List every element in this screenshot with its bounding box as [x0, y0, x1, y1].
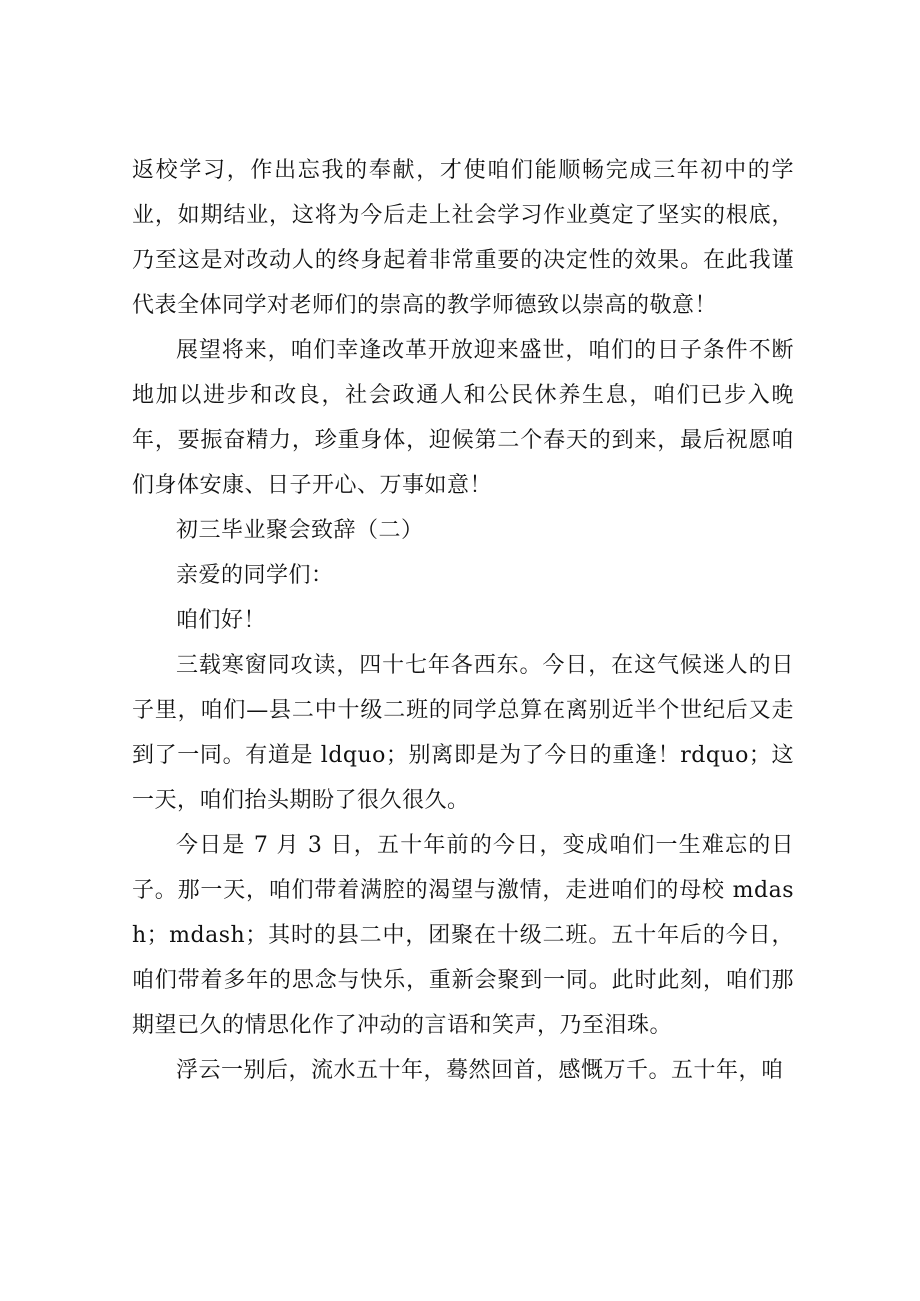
paragraph-1: 返校学习，作出忘我的奉献，才使咱们能顺畅完成三年初中的学业，如期结业，这将为今后走上社会学习作业奠定了坚实的根底，乃至这是对改动人的终身起着非常重要的决定性的效果。在此我谨代表全体同学对老师们的崇高的教学师德致以崇高的敬意！: [132, 158, 794, 318]
greeting: 咱们好！: [176, 608, 267, 633]
section-title: 初三毕业聚会致辞（二）: [176, 518, 424, 543]
paragraph-8: 浮云一别后，流水五十年，蓦然回首，感慨万千。五十年，咱: [176, 1058, 784, 1083]
paragraph-2: 展望将来，咱们幸逢改革开放迎来盛世，咱们的日子条件不断地加以进步和改良，社会政通人和公民休养生息，咱们已步入晚年，要振奋精力，珍重身体，迎候第二个春天的到来，最后祝愿咱们身体安康、日子开心、万事如意！: [132, 338, 794, 498]
paragraph-6: 三载寒窗同攻读，四十七年各西东。今日，在这气候迷人的日子里，咱们—县二中十级二班的同学总算在离别近半个世纪后又走到了一同。有道是 ldquo；别离即是为了今日的重逢！rdquo；这一天，咱们抬头期盼了很久很久。: [132, 653, 794, 813]
paragraph-7: 今日是 7 月 3 日，五十年前的今日，变成咱们一生难忘的日子。那一天，咱们带着满腔的渴望与激情，走进咱们的母校 mdash；mdash；其时的县二中，团聚在十级二班。五十年后的今日，咱们带着多年的思念与快乐，重新会聚到一同。此时此刻，咱们那期望已久的情思化作了冲动的言语和笑声，乃至泪珠。: [132, 833, 794, 1038]
document-body: [132, 148, 794, 1093]
salutation: 亲爱的同学们：: [176, 563, 334, 588]
